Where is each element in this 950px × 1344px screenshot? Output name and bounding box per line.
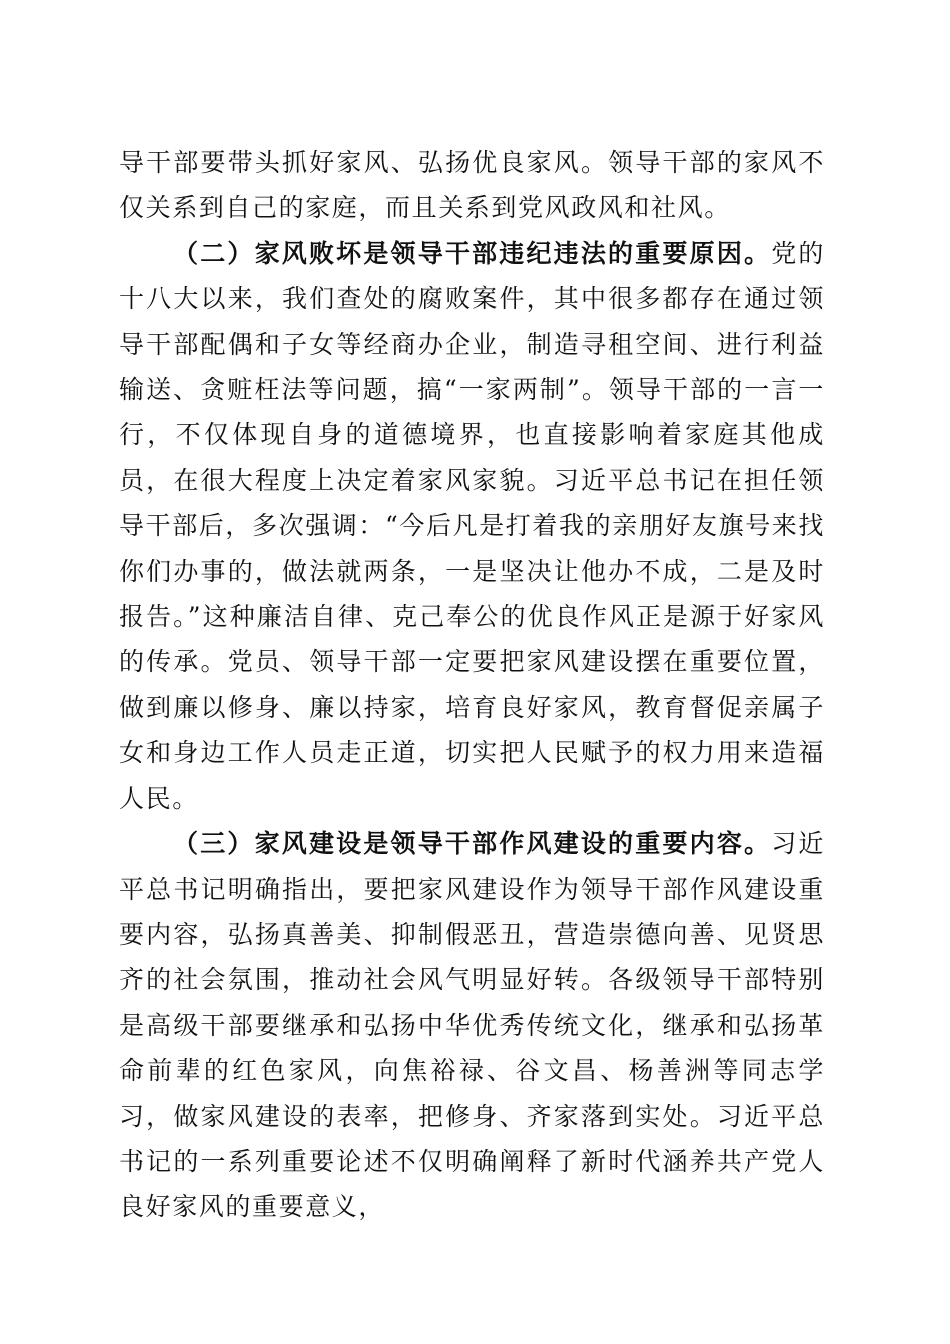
paragraph-text: 习近平总书记明确指出，要把家风建设作为领导干部作风建设重要内容，弘扬真善美、抑制假恶丑，营造崇德向善、见贤思齐的社会氛围，推动社会风气明显好转。各级领导干部特别是高级干部要继承和弘扬中华优秀传统文化，继承和弘扬革命前辈的红色家风，向焦裕禄、谷文昌、杨善洲等同志学习，做家风建设的表率，把修身、齐家落到实处。习近平总书记的一系列重要论述不仅明确阐释了新时代涵养共产党人良好家风的重要意义， xyxy=(119,829,826,1222)
paragraph-section-3 xyxy=(119,821,825,1230)
section-heading: （二）家风败坏是领导干部违纪违法的重要原因。 xyxy=(173,238,772,268)
section-heading: （三）家风建设是领导干部作风建设的重要内容。 xyxy=(173,829,772,859)
paragraph-continuation xyxy=(119,140,825,231)
document-body xyxy=(119,140,825,1230)
paragraph-section-2 xyxy=(119,231,825,821)
paragraph-text: 导干部要带头抓好家风、弘扬优良家风。领导干部的家风不仅关系到自己的家庭，而且关系到党风政风和社风。 xyxy=(119,148,825,223)
paragraph-text: 党的十八大以来，我们查处的腐败案件，其中很多都存在通过领导干部配偶和子女等经商办企业，制造寻租空间、进行利益输送、贪赃枉法等问题，搞“一家两制”。领导干部的一言一行，不仅体现自身的道德境界，也直接影响着家庭其他成员，在很大程度上决定着家风家貌。习近平总书记在担任领导干部后，多次强调：“今后凡是打着我的亲朋好友旗号来找你们办事的，做法就两条，一是坚决让他办不成，二是及时报告。”这种廉洁自律、克己奉公的优良作风正是源于好家风的传承。党员、领导干部一定要把家风建设摆在重要位置，做到廉以修身、廉以持家，培育良好家风，教育督促亲属子女和身边工作人员走正道，切实把人民赋予的权力用来造福人民。 xyxy=(119,238,826,813)
